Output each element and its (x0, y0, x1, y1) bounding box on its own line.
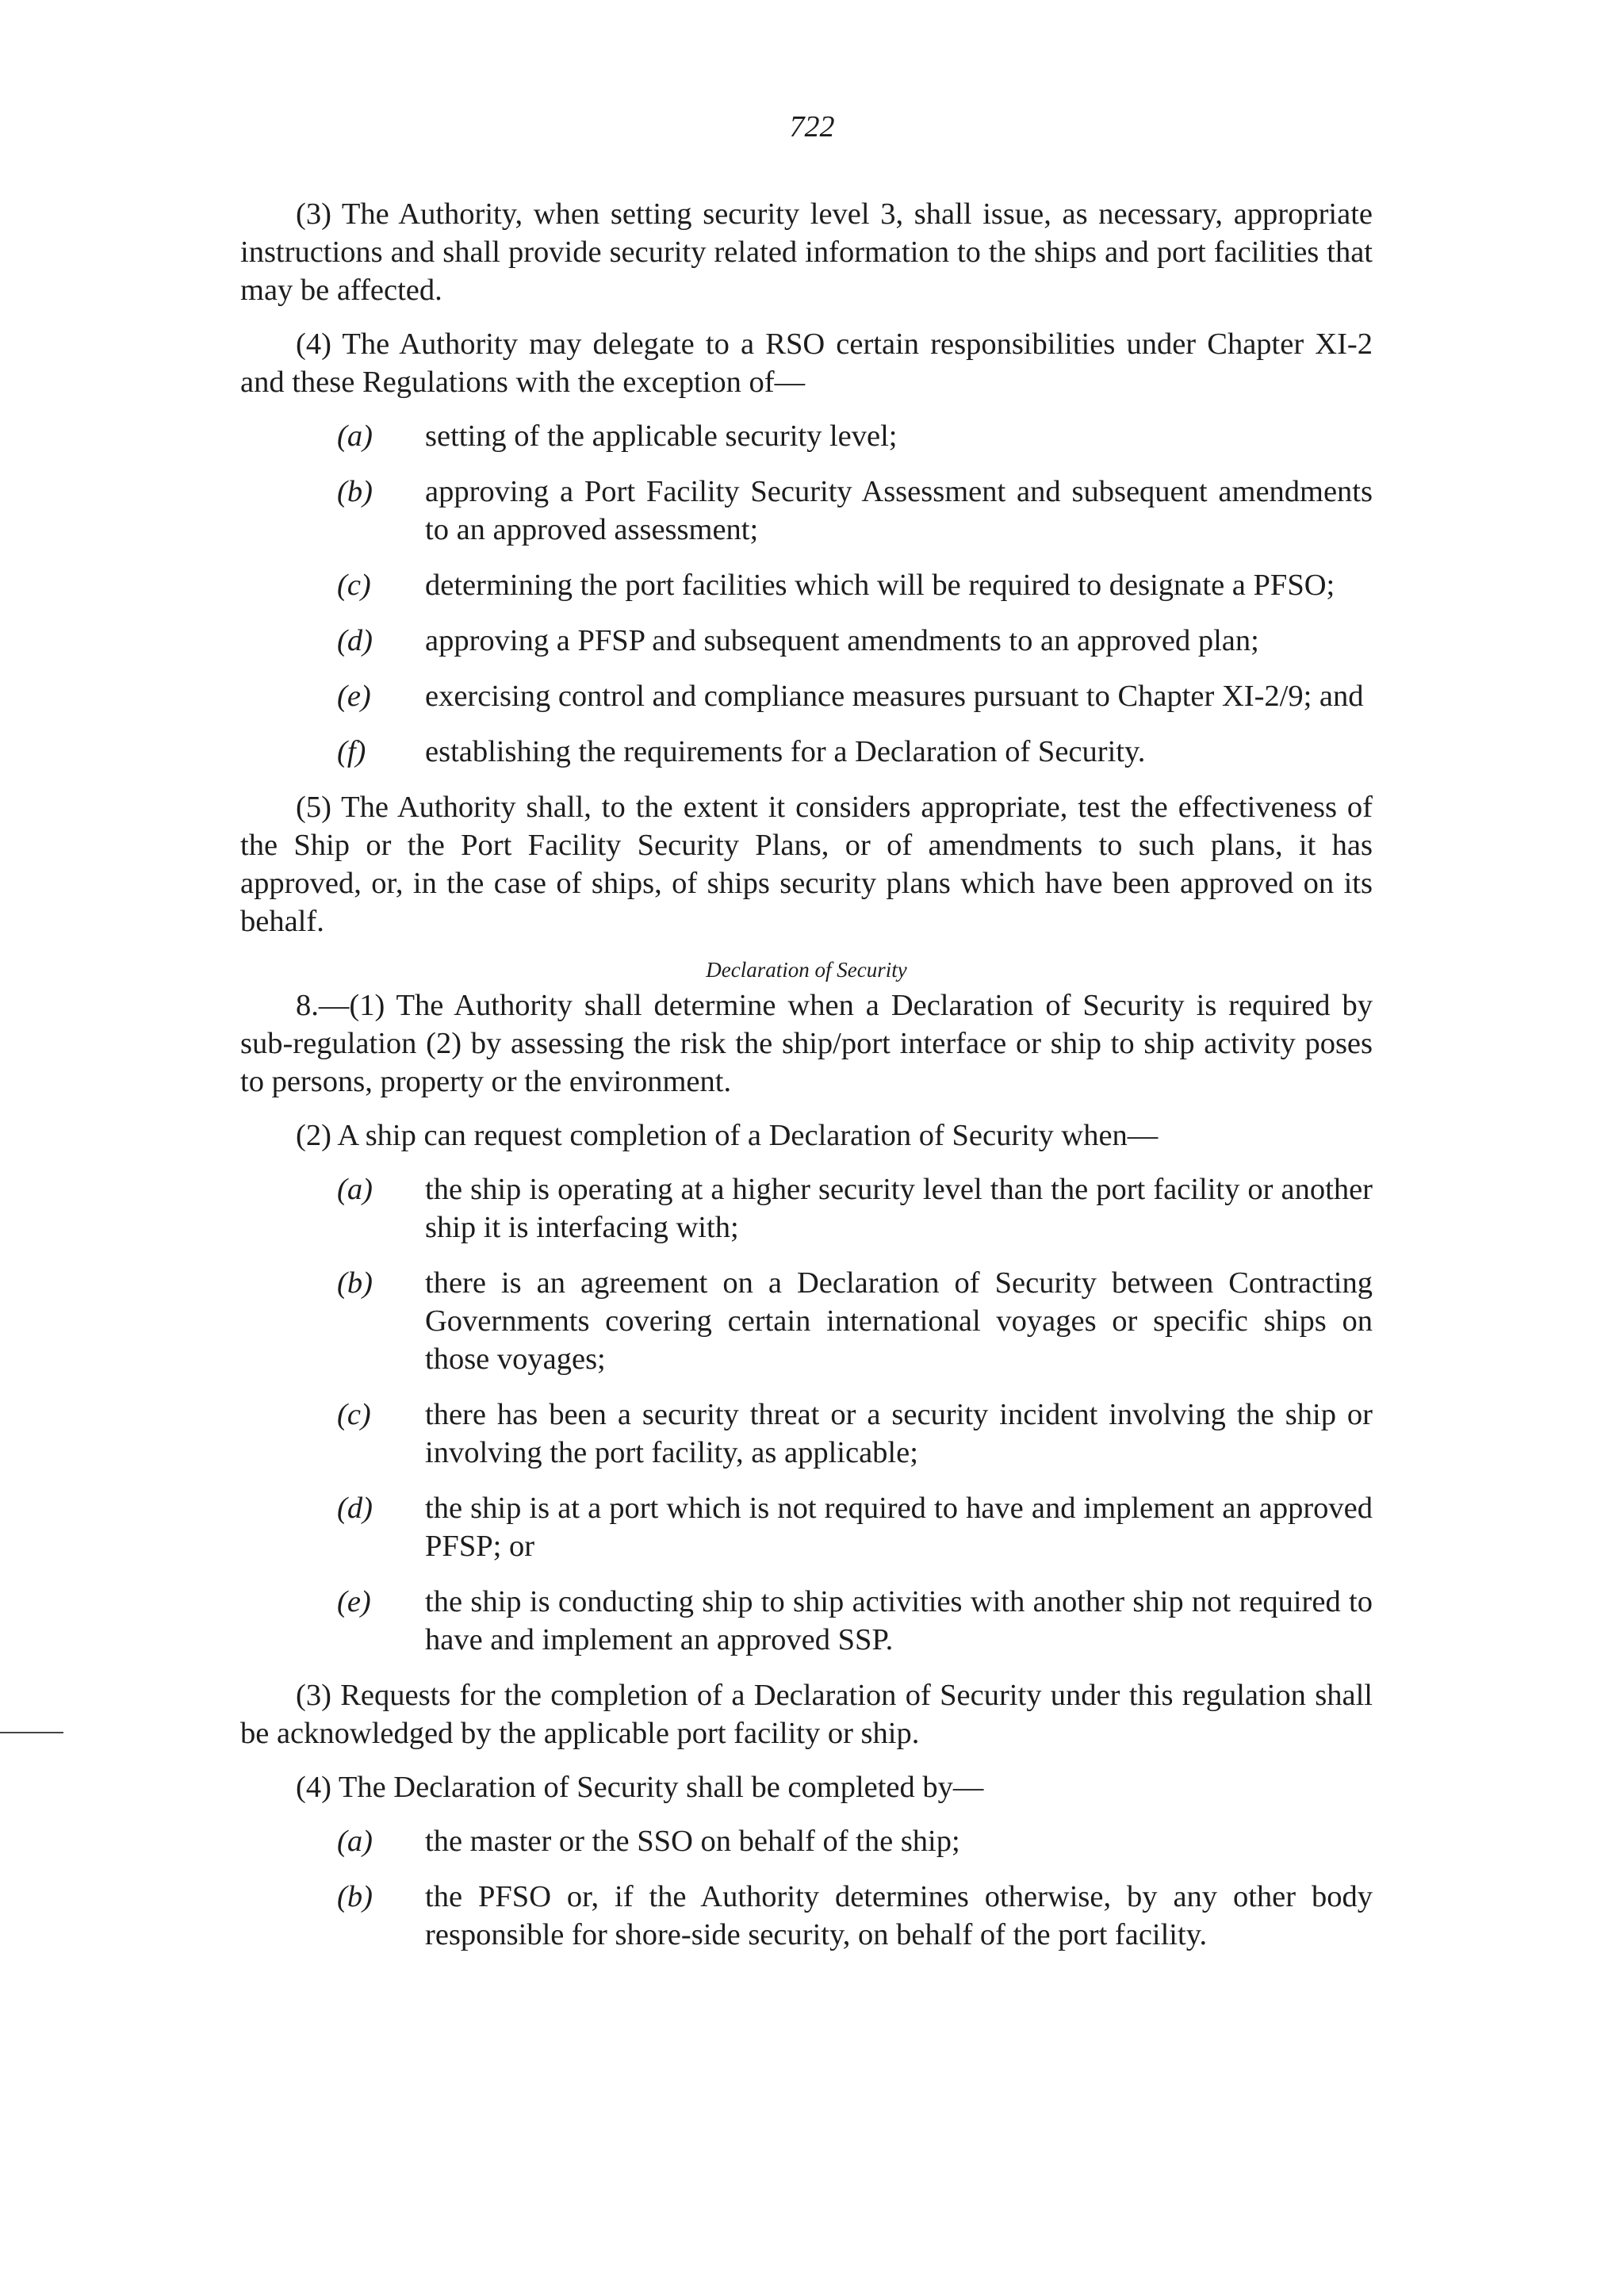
item-text: there has been a security threat or a security incident involving the ship or involving the port facility, as applicable; (425, 1398, 1373, 1469)
regulation-8-1: 8.—(1) The Authority shall determine when a Declaration of Security is required by sub-regulation (2) by assessing the risk the ship/port interface or ship to ship activity poses to persons, property or the environment. (240, 989, 1373, 1098)
list-item (240, 1822, 1373, 1860)
item-label: (f) (337, 735, 366, 768)
item-text: setting of the applicable security level; (425, 419, 898, 453)
item-label: (d) (337, 1492, 373, 1525)
section-heading: Declaration of Security (706, 958, 907, 982)
item-label: (c) (337, 1398, 371, 1431)
list-item (240, 1264, 1373, 1378)
list-item (240, 1396, 1373, 1472)
paragraph-3: (3) The Authority, when setting security level 3, shall issue, as necessary, appropriate instructions and shall provide security related information to the ships and port facilities that may be affected. (240, 197, 1373, 307)
item-label: (a) (337, 419, 373, 453)
list-item (240, 1878, 1373, 1954)
list-item (240, 677, 1373, 715)
paragraph-5: (5) The Authority shall, to the extent it considers appropriate, test the effectiveness of the Ship or the Port Facility Security Plans, or of amendments to such plans, it has approved, or, in the case of ships, of ships security plans which have been approved on its behalf. (240, 791, 1373, 938)
list-item (240, 417, 1373, 455)
item-text: the ship is conducting ship to ship activities with another ship not required to have and implement an approved SSP. (425, 1585, 1373, 1656)
item-label: (b) (337, 1880, 373, 1913)
regulation-8-2: (2) A ship can request completion of a Declaration of Security when— (296, 1119, 1159, 1152)
item-text: the ship is at a port which is not required to have and implement an approved PFSP; or (425, 1492, 1373, 1563)
item-text: establishing the requirements for a Declaration of Security. (425, 735, 1146, 768)
item-label: (c) (337, 569, 371, 602)
item-label: (e) (337, 680, 371, 713)
item-text: approving a PFSP and subsequent amendments to an approved plan; (425, 624, 1259, 657)
regulation-8-4-list (240, 1822, 1373, 1954)
item-label: (b) (337, 475, 373, 508)
item-text: exercising control and compliance measures pursuant to Chapter XI-2/9; and (425, 680, 1364, 713)
list-item (240, 622, 1373, 660)
regulation-8-3: (3) Requests for the completion of a Declaration of Security under this regulation shall be acknowledged by the applicable port facility or ship. (240, 1679, 1373, 1750)
paragraph-4-list (240, 417, 1373, 771)
list-item (240, 1170, 1373, 1247)
item-label: (d) (337, 624, 373, 657)
list-item (240, 473, 1373, 549)
regulation-8-2-list (240, 1170, 1373, 1659)
list-item (240, 1489, 1373, 1565)
item-text: the ship is operating at a higher security level than the port facility or another ship it is interfacing with; (425, 1173, 1373, 1244)
item-label: (a) (337, 1173, 373, 1206)
item-text: there is an agreement on a Declaration of Security between Contracting Governments covering certain international voyages or specific ships on those voyages; (425, 1266, 1373, 1376)
item-label: (a) (337, 1825, 373, 1858)
margin-mark (0, 1732, 63, 1733)
document-body (240, 195, 1373, 1971)
list-item (240, 1583, 1373, 1659)
item-label: (b) (337, 1266, 373, 1300)
item-label: (e) (337, 1585, 371, 1618)
item-text: determining the port facilities which will be required to designate a PFSO; (425, 569, 1335, 602)
item-text: the PFSO or, if the Authority determines otherwise, by any other body responsible for shore-side security, on behalf of the port facility. (425, 1880, 1373, 1951)
page-number: 722 (789, 110, 835, 144)
item-text: the master or the SSO on behalf of the ship; (425, 1825, 960, 1858)
regulation-8-4: (4) The Declaration of Security shall be completed by— (296, 1771, 984, 1804)
list-item (240, 566, 1373, 604)
list-item (240, 733, 1373, 771)
paragraph-4: (4) The Authority may delegate to a RSO certain responsibilities under Chapter XI-2 and these Regulations with the exception of— (240, 327, 1373, 399)
item-text: approving a Port Facility Security Assessment and subsequent amendments to an approved assessment; (425, 475, 1373, 546)
